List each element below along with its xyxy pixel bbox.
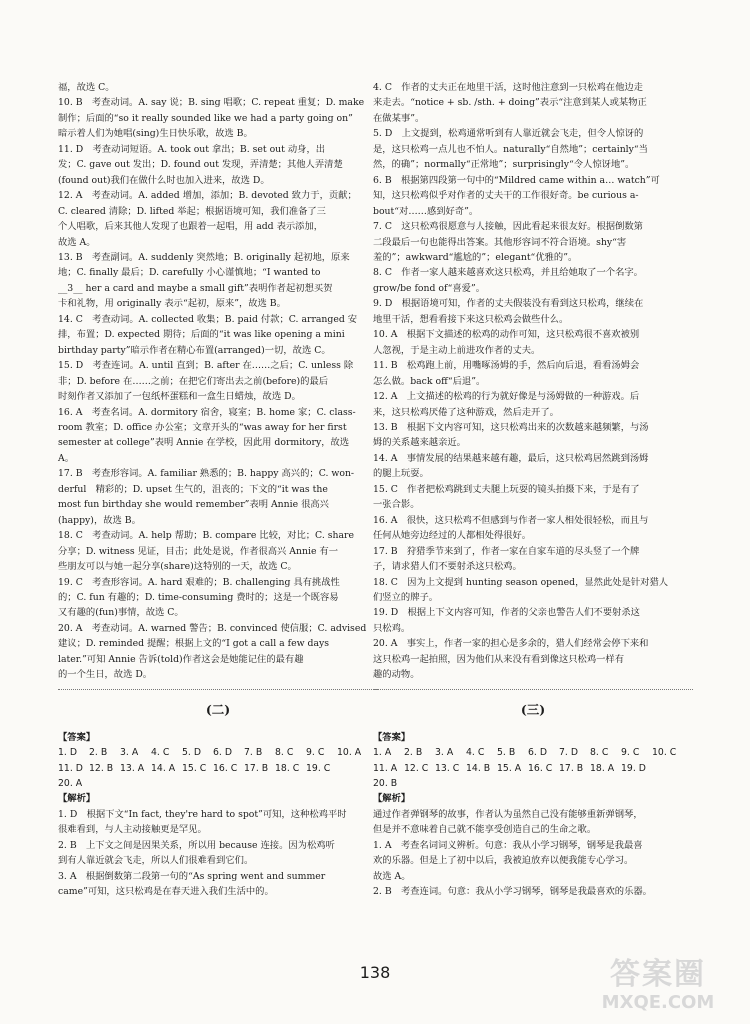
text-line: 13. B 根据下文内容可知，这只松鸡出来的次数越来越频繁，与汤 [373,421,649,433]
text-line: 暗示着人们为她唱(sing)生日快乐歌，故选 B。 [58,128,253,140]
left-answer-text [58,80,378,683]
text-line: (happy)，故选 B。 [58,514,141,526]
text-line: 的腿上玩耍。 [373,468,429,480]
text-line: 16. A 很快，这只松鸡不但感到与作者一家人相处很轻松，而且与 [373,514,649,526]
text-line: 这只松鸡一起拍照，因为他们从来没有看到像这只松鸡一样有 [373,653,625,665]
answer-item: 13. A [120,762,145,774]
text-line: 地里干活，想看看接下来这只松鸡会做些什么。 [373,313,569,325]
text-line: 故选 A。 [373,870,411,882]
answer-item: 19. D [621,762,646,774]
answer-item: 16. C [528,762,553,774]
text-line: __3__ her a card and maybe a small gift”表明作者起初想买贺 [58,282,333,294]
text-line: 任何从她旁边经过的人都相处得很好。 [373,530,532,542]
text-line: bout“对……感到好奇”。 [373,205,479,217]
answer-item: 2. B [89,747,108,759]
answer-item: 12. B [89,762,114,774]
text-line: 15. C 作者把松鸡跳到丈夫腿上玩耍的镜头拍摄下来，于是有了 [373,483,640,495]
text-line: 12. A 考查动词。A. added 增加，添加；B. devoted 致力于，贡献； [58,190,357,202]
answer-item: 9. C [621,747,640,759]
answer-item: 9. C [306,747,325,759]
answer-item: 4. C [466,747,485,759]
text-line: 7. C 这只松鸡很愿意与人接触，因此看起来很友好。根据倒数第 [373,221,643,233]
section-3-analysis [373,807,693,900]
text-line: 是，这只松鸡一点儿也不怕人。naturally“自然地”；certainly“当 [373,143,648,155]
text-line: 16. A 考查名词。A. dormitory 宿舍，寝室；B. home 家；C. class- [58,406,356,418]
text-line: 1. A 考查名词词义辨析。句意：我从小学习钢琴，钢琴是我最喜 [373,839,643,851]
text-line: 2. B 上下文之间是因果关系，所以用 because 连接。因为松鸡听 [58,839,335,851]
answer-item: 15. C [182,762,207,774]
answer-item: 8. C [275,747,294,759]
text-line: 知，这只松鸡似乎对作者的丈夫干的工作很好奇。be curious a- [373,190,639,202]
section-2-answer-row [58,745,378,760]
text-line: 2. B 考查连词。句意：我从小学习钢琴，钢琴是我最喜欢的乐器。 [373,886,652,898]
text-line: 11. B 松鸡跑上前，用嘴啄汤姆的手，然后向后退，看看汤姆会 [373,360,640,372]
text-line: 3. A 根据倒数第二段第一句的“As spring went and summer [58,870,326,882]
text-line: 排，布置；D. expected 期待；后面的“it was like opening a mini [58,329,345,341]
answer-item: 14. B [466,762,491,774]
answer-item: 1. D [58,747,77,759]
text-line: 地；C. finally 最后；D. carefully 小心谨慎地；“I wanted to [58,267,321,279]
text-line: 19. D 根据上下文内容可知，作者的父亲也警告人们不要射杀这 [373,607,640,619]
text-line: 的；C. fun 有趣的；D. time-consuming 费时的；这是一个既容易 [58,591,339,603]
text-line: 17. B 狩猎季节来到了，作者一家在自家车道的尽头竖了一个牌 [373,545,640,557]
section-2-heading: (二) [205,701,231,717]
answer-item: 11. D [58,762,83,774]
answer-item: 17. B [244,762,269,774]
text-line: 制作；后面的“so it really sounded like we had a party going on” [58,112,353,124]
text-line: 6. B 根据第四段第一句中的“Mildred came within a… watch”可 [373,174,660,186]
text-line: came”可知，这只松鸡是在春天进入我们生活中的。 [58,886,274,898]
answer-item: 18. A [590,762,615,774]
answer-item: 10. C [652,747,677,759]
section-3-heading: (三) [520,701,546,717]
site-watermark [588,958,728,1018]
answer-item: 15. A [497,762,522,774]
section-2-answer-row [58,761,378,776]
text-line: 13. B 考查副词。A. suddenly 突然地；B. originally 起初地，原来 [58,251,350,263]
text-line: 19. C 考查形容词。A. hard 艰难的；B. challenging 具有挑战性 [58,576,340,588]
answer-item: 7. B [244,747,263,759]
answer-item: 11. A [373,762,398,774]
text-line: 然，的确”；normally“正常地”；surprisingly“令人惊讶地”。 [373,159,635,171]
section-3-answer-row [373,745,693,760]
text-line: 建议；D. reminded 提醒；根据上文的“I got a call a few days [58,638,330,650]
text-line: 怎么做。back off“后退”。 [373,375,486,387]
text-line: 福，故选 C。 [58,82,115,93]
watermark-logo-text: 答案圈 [610,957,706,992]
text-line: 20. A 考查动词。A. warned 警告；B. convinced 使信服；C. advised [58,622,367,634]
text-line: 17. B 考查形容词。A. familiar 熟悉的；B. happy 高兴的；C. won- [58,468,355,480]
left-column [58,80,378,900]
text-line: 羞的”；awkward“尴尬的”；elegant“优雅的”。 [373,251,578,263]
text-line: 10. B 考查动词。A. say 说；B. sing 唱歌；C. repeat 重复；D. make [58,97,365,109]
text-line: 趣的动物。 [373,669,420,681]
text-line: 11. D 考查动词短语。A. took out 拿出；B. set out 动身，出 [58,143,326,155]
answer-item: 6. D [213,747,232,759]
text-line: 姆的关系越来越亲近。 [373,437,466,449]
section-3-answer-tag: 【答案】 [373,731,411,743]
section-2-answer-row [58,776,378,791]
section-3-answer-row [373,761,693,776]
text-line: 20. A 事实上，作者一家的担心是多余的，猎人们经常会停下来和 [373,638,649,650]
answer-item: 13. C [435,762,460,774]
text-line: 卡和礼物，用 originally 表示“起初，原来”，故选 B。 [58,298,286,310]
text-line: 个人唱歌，后来其他人发现了也跟着一起唱，用 add 表示添加， [58,221,324,233]
text-line: 来走去。“notice + sb. /sth. + doing”表示“注意到某人或某物正 [373,97,647,109]
text-line: 人忽视，于是主动上前进攻作者的丈夫。 [373,344,541,356]
section-2-analysis [58,807,378,900]
answer-item: 20. B [373,778,398,790]
section-2-analysis-tag: 【解析】 [58,793,96,805]
text-line: 来，这只松鸡厌倦了这种游戏，然后走开了。 [373,406,559,418]
text-line: 18. C 因为上文提到 hunting season opened，显然此处是针对猎人 [373,576,669,588]
section-3-answer-row [373,776,693,791]
text-line: grow/be fond of“喜爱”。 [373,282,486,294]
text-line: later.”可知 Annie 告诉(told)作者这会是她能记住的最有趣 [58,653,304,665]
answer-item: 18. C [275,762,300,774]
page-number: 138 [359,963,391,982]
answer-item: 19. C [306,762,331,774]
text-line: 们竖立的牌子。 [373,591,439,603]
text-line: 二段最后一句也能得出答案。其他形容词不符合语境。shy“害 [373,236,627,248]
watermark-domain: MXQE.COM [601,992,715,1013]
text-line: 欢的乐器。但是上了初中以后，我被迫放弃以便我能专心学习。 [373,855,634,867]
text-line: 14. C 考查动词。A. collected 收集；B. paid 付款；C. arranged 安 [58,313,358,325]
right-answer-text [373,80,693,683]
text-line: 一张合影。 [373,499,420,511]
text-line: 但是并不意味着自己就不能享受创造自己的生命之歌。 [373,824,597,836]
text-line: A。 [58,452,75,464]
text-line: 很难看到，与人主动接触更是罕见。 [58,824,207,836]
answer-item: 20. A [58,778,83,790]
answer-item: 3. A [120,747,139,759]
text-line: 8. C 作者一家人越来越喜欢这只松鸡，并且给她取了一个名字。 [373,267,643,279]
text-line: 非；D. before 在……之前；在把它们寄出去之前(before)的最后 [58,375,329,387]
answer-item: 2. B [404,747,423,759]
text-line: 通过作者弹钢琴的故事，作者认为虽然自己没有能够重新弹钢琴， [373,808,643,820]
answer-item: 12. C [404,762,429,774]
text-line: 在做某事”。 [373,112,425,124]
answer-item: 16. C [213,762,238,774]
answer-item: 17. B [559,762,584,774]
text-line: 4. C 作者的丈夫正在地里干活，这时他注意到一只松鸡在他边走 [373,82,643,93]
text-line: 些朋友可以与她一起分享(share)这特别的一天，故选 C。 [58,561,297,573]
answer-item: 1. A [373,747,392,759]
answer-item: 6. D [528,747,547,759]
text-line: 分享；D. witness 见证，目击；此处是说，作者很高兴 Annie 有一 [58,545,338,557]
answer-item: 10. A [337,747,362,759]
answer-item: 7. D [559,747,578,759]
text-line: 5. D 上文提到，松鸡通常听到有人靠近就会飞走，但令人惊讶的 [373,128,644,140]
answer-item: 14. A [151,762,176,774]
text-line: birthday party”暗示作者在精心布置(arranged)一切，故选 C。 [58,344,331,356]
text-line: 1. D 根据下文“In fact, they're hard to spot”可知，这种松鸡平时 [58,808,347,820]
text-line: 到有人靠近就会飞走，所以人们很难看到它们。 [58,855,254,867]
text-line: 时刻作者又添加了一包纸杯蛋糕和一盒生日蜡烛，故选 D。 [58,391,301,403]
text-line: most fun birthday she would remember”表明 Annie 很高兴 [58,499,329,511]
text-line: 9. D 根据语境可知，作者的丈夫假装没有看到这只松鸡，继续在 [373,298,644,310]
text-line: 子，请求猎人们不要射杀这只松鸡。 [373,561,522,573]
text-line: room 教室；D. office 办公室；文章开头的“was away for her first [58,421,347,433]
text-line: 15. D 考查连词。A. until 直到；B. after 在……之后；C. unless 除 [58,360,354,372]
text-line: 又有趣的(fun)事情，故选 C。 [58,607,184,619]
text-line: 12. A 上文描述的松鸡的行为就好像是与汤姆做的一种游戏。后 [373,391,640,403]
answer-item: 5. D [182,747,201,759]
answer-item: 4. C [151,747,170,759]
text-line: (found out)我们在做什么时也加入进来，故选 D。 [58,174,270,186]
text-line: 发；C. gave out 发出；D. found out 发现，弄清楚；其他人弄清楚 [58,159,343,171]
section-3-analysis-tag: 【解析】 [373,793,411,805]
text-line: 18. C 考查动词。A. help 帮助；B. compare 比较，对比；C. share [58,530,354,542]
section-2-answer-tag: 【答案】 [58,731,96,743]
answer-item: 3. A [435,747,454,759]
text-line: semester at college”表明 Annie 在学校，因此用 dormitory，故选 [58,437,350,449]
right-column [373,80,693,900]
text-line: C. cleared 清除；D. lifted 举起；根据语境可知，我们准备了三 [58,205,326,217]
text-line: 10. A 根据下文描述的松鸡的动作可知，这只松鸡很不喜欢被别 [373,329,640,341]
answer-item: 8. C [590,747,609,759]
answer-item: 5. B [497,747,516,759]
text-line: 14. A 事情发展的结果越来越有趣，最后，这只松鸡居然跳到汤姆 [373,452,649,464]
text-line: 只松鸡。 [373,622,411,634]
text-line: derful 精彩的；D. upset 生气的，沮丧的；下文的“it was the [58,483,328,495]
text-line: 的一个生日，故选 D。 [58,669,153,681]
text-line: 故选 A。 [58,236,96,248]
